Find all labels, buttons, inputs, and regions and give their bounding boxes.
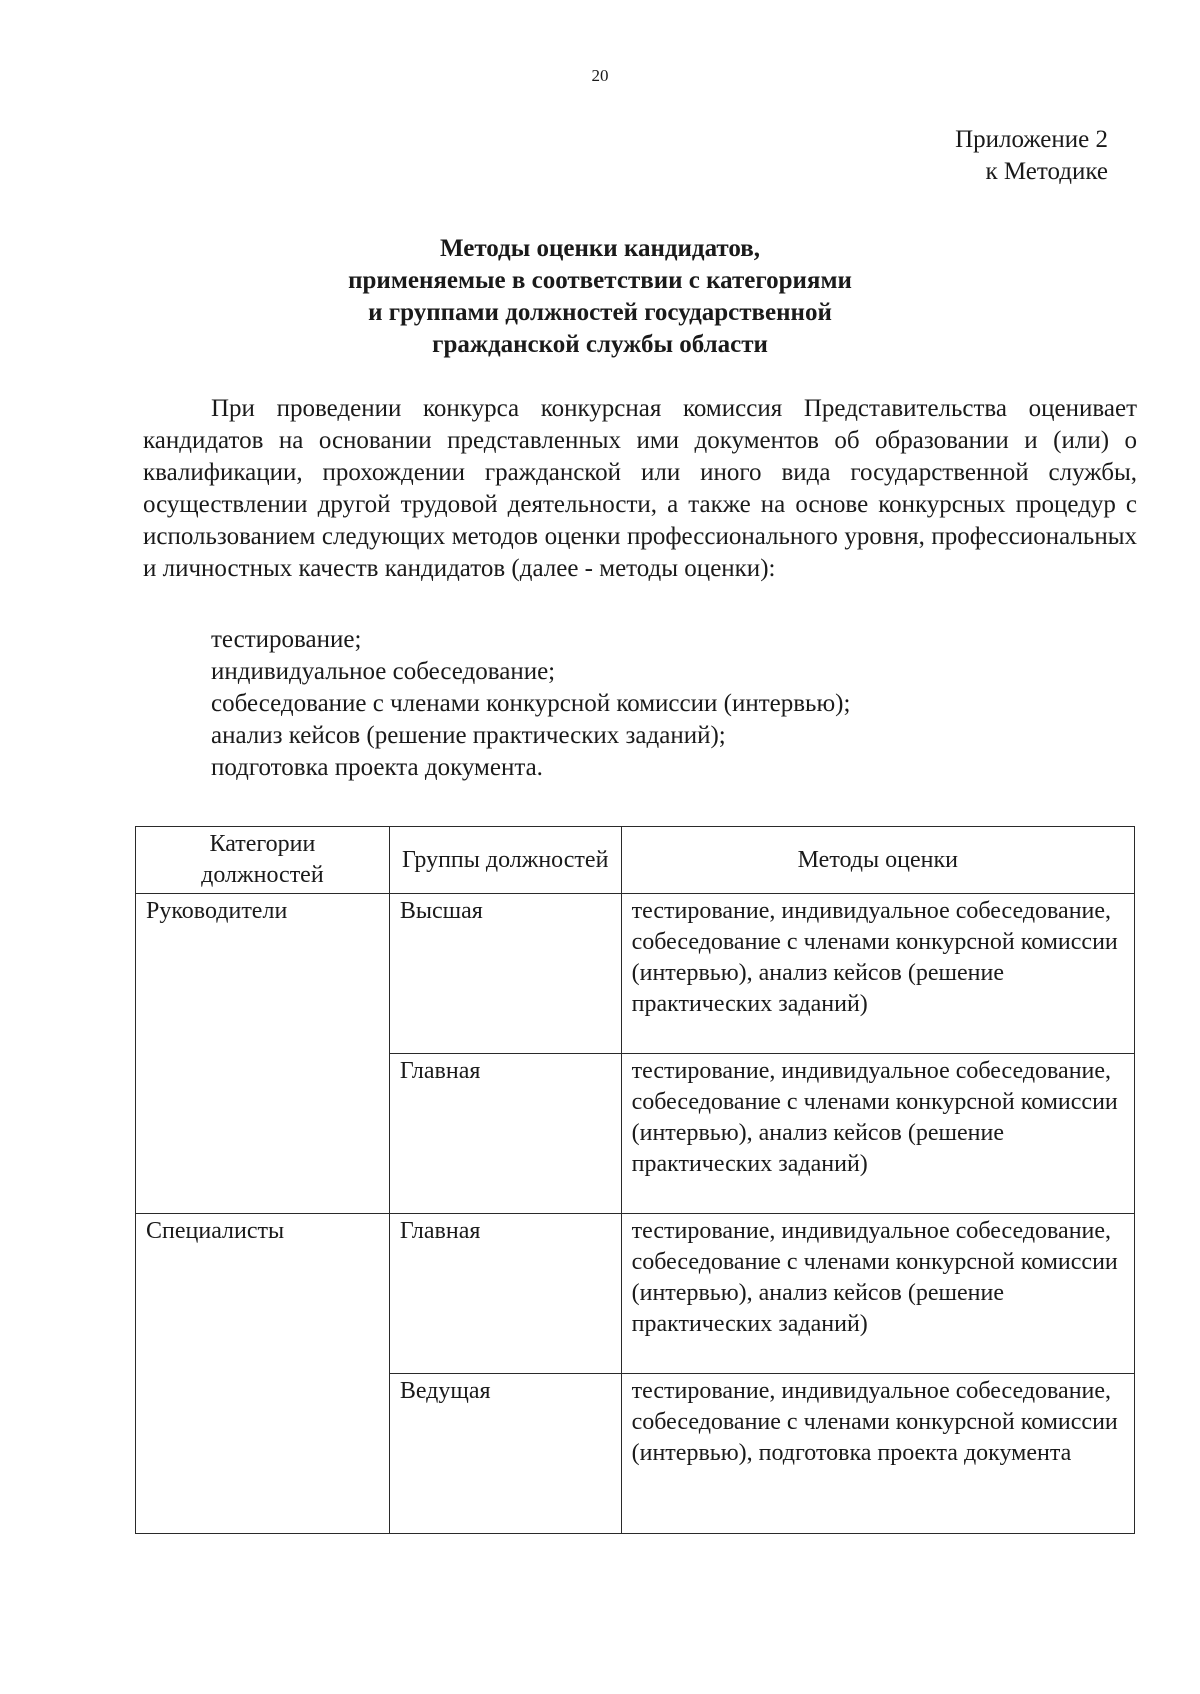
methods-cell: тестирование, индивидуальное собеседование, собеседование с членами конкурсной комиссии (интервью), анализ кейсов (решение практических заданий) (621, 1054, 1134, 1214)
group-cell: Главная (389, 1054, 621, 1214)
methods-list-item: индивидуальное собеседование; (211, 658, 556, 685)
methods-cell: тестирование, индивидуальное собеседование, собеседование с членами конкурсной комиссии (интервью), подготовка проекта документа (621, 1374, 1134, 1534)
group-cell: Главная (389, 1214, 621, 1374)
methods-list (211, 624, 1111, 784)
header-methods: Методы оценки (621, 827, 1134, 894)
appendix-line-2: к Методике (985, 158, 1108, 185)
group-cell: Высшая (389, 894, 621, 1054)
title-line-1: Методы оценки кандидатов, (439, 235, 761, 262)
document-title (0, 233, 1200, 361)
methods-list-item: собеседование с членами конкурсной комиссии (интервью); (211, 690, 851, 717)
methods-list-item: тестирование; (211, 626, 362, 653)
title-line-4: гражданской службы области (432, 331, 768, 358)
intro-paragraph (143, 393, 1137, 585)
table-row (136, 894, 1135, 1054)
title-line-3: и группами должностей государственной (368, 299, 832, 326)
category-cell: Специалисты (136, 1214, 390, 1534)
title-line-2: применяемые в соответствии с категориями (348, 267, 852, 294)
methods-list-item: анализ кейсов (решение практических заданий); (211, 722, 726, 749)
appendix-line-1: Приложение 2 (955, 126, 1108, 153)
page-number: 20 (591, 66, 609, 85)
group-cell: Ведущая (389, 1374, 621, 1534)
table-header-row (136, 827, 1135, 894)
methods-table (135, 826, 1135, 1534)
intro-text: При проведении конкурса конкурсная комиссия Представительства оценивает кандидатов на основании представленных ими документов об образовании и (или) о квалификации, прохождении гражданской или иного вида государственной службы, осуществлении другой трудовой деятельности, а также на основе конкурсных процедур с использованием следующих методов оценки профессионального уровня, профессиональных и личностных качеств кандидатов (далее - методы оценки): (143, 395, 1137, 582)
methods-list-item: подготовка проекта документа. (211, 754, 543, 781)
header-group: Группы должностей (389, 827, 621, 894)
appendix-reference (955, 124, 1108, 188)
header-category: Категории должностей (136, 827, 390, 894)
methods-cell: тестирование, индивидуальное собеседование, собеседование с членами конкурсной комиссии (интервью), анализ кейсов (решение практических заданий) (621, 1214, 1134, 1374)
table-row (136, 1214, 1135, 1374)
category-cell: Руководители (136, 894, 390, 1214)
methods-cell: тестирование, индивидуальное собеседование, собеседование с членами конкурсной комиссии (интервью), анализ кейсов (решение практических заданий) (621, 894, 1134, 1054)
